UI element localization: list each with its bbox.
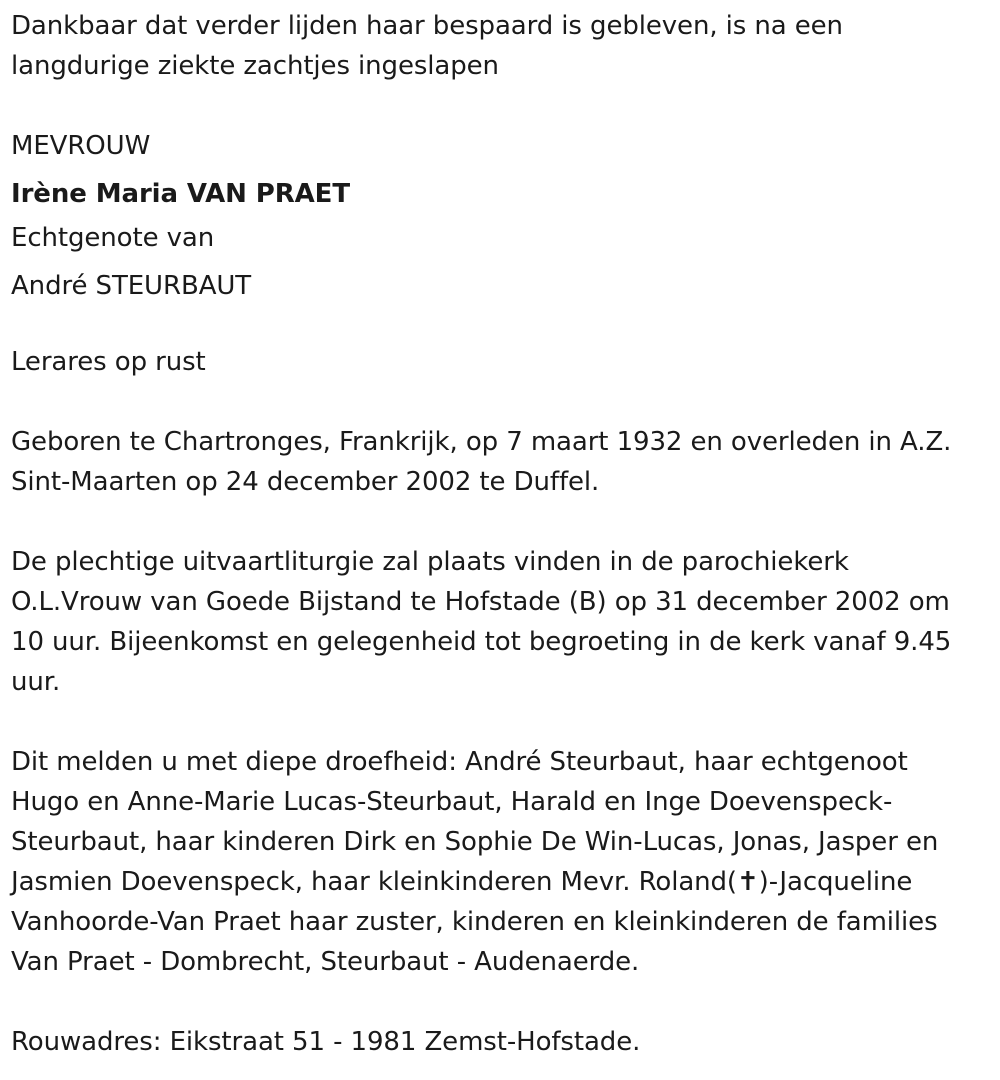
honorific-title: MEVROUW: [11, 131, 151, 161]
funeral-line-4: uur.: [11, 667, 61, 697]
spacer: [11, 310, 1000, 342]
funeral-line-1: De plechtige uitvaartliturgie zal plaats vinden in de parochiekerk: [11, 547, 849, 577]
birth-death-paragraph: [11, 422, 1000, 502]
family-paragraph: [11, 742, 1000, 982]
intro-paragraph: [11, 6, 1000, 86]
mourning-address: Rouwadres: Eikstraat 51 - 1981 Zemst-Hofstade.: [11, 1027, 641, 1057]
intro-line-1: Dankbaar dat verder lijden haar bespaard is gebleven, is na een: [11, 11, 843, 41]
family-line-6: Van Praet - Dombrecht, Steurbaut - Audenaerde.: [11, 947, 640, 977]
occupation-block: [11, 342, 1000, 382]
address-block: [11, 1022, 1000, 1062]
spacer: [11, 502, 1000, 542]
family-line-3: Steurbaut, haar kinderen Dirk en Sophie De Win-Lucas, Jonas, Jasper en: [11, 827, 939, 857]
spouse-prefix: Echtgenote van: [11, 223, 215, 253]
funeral-line-3: 10 uur. Bijeenkomst en gelegenheid tot begroeting in de kerk vanaf 9.45: [11, 627, 952, 657]
family-line-5: Vanhoorde-Van Praet haar zuster, kinderen en kleinkinderen de families: [11, 907, 938, 937]
deceased-name: Irène Maria VAN PRAET: [11, 179, 350, 209]
intro-line-2: langdurige ziekte zachtjes ingeslapen: [11, 51, 499, 81]
spacer: [11, 702, 1000, 742]
family-line-4: Jasmien Doevenspeck, haar kleinkinderen Mevr. Roland(✝)-Jacqueline: [11, 867, 913, 897]
spacer: [11, 982, 1000, 1022]
family-line-1: Dit melden u met diepe droefheid: André Steurbaut, haar echtgenoot: [11, 747, 908, 777]
spacer: [11, 86, 1000, 126]
funeral-paragraph: [11, 542, 1000, 702]
birth-death-line-2: Sint-Maarten op 24 december 2002 te Duffel.: [11, 467, 600, 497]
deceased-block: [11, 126, 1000, 310]
birth-death-line-1: Geboren te Chartronges, Frankrijk, op 7 maart 1932 en overleden in A.Z.: [11, 427, 952, 457]
spacer: [11, 382, 1000, 422]
occupation: Lerares op rust: [11, 347, 206, 377]
family-line-2: Hugo en Anne-Marie Lucas-Steurbaut, Harald en Inge Doevenspeck-: [11, 787, 893, 817]
spouse-name: André STEURBAUT: [11, 271, 252, 301]
funeral-line-2: O.L.Vrouw van Goede Bijstand te Hofstade (B) op 31 december 2002 om: [11, 587, 950, 617]
